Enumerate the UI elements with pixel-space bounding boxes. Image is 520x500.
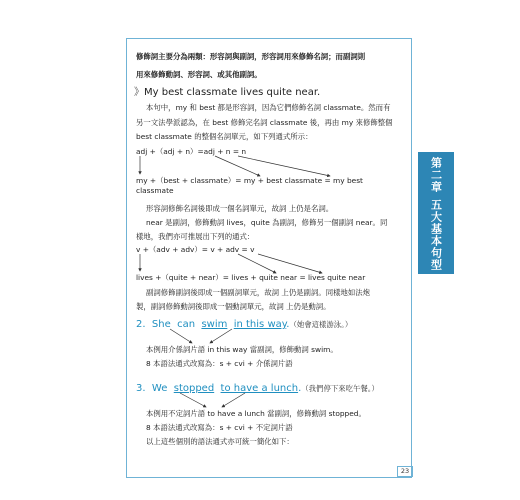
chapter-side-tab [418, 152, 454, 274]
ex1-para-5: near 是副詞，修飾動詞 lives，quite 為副詞，修飾另一個副詞 near。同 [146, 218, 388, 227]
word-stopped: stopped [173, 383, 215, 394]
word-she: She [151, 319, 171, 330]
ex1-para-4: 形容詞修飾名詞後即成一個名詞單元，故詞 上仍是名詞。 [146, 204, 334, 213]
page-number: 23 [397, 466, 413, 477]
word-can: can [177, 319, 196, 330]
period: . [298, 383, 302, 394]
ex1-para-8: 製，副詞修飾動詞後即成一個動詞單元，故詞 上仍是動詞。 [136, 302, 331, 311]
arrow-to-have-a-lunch [222, 393, 245, 407]
arrow-stopped [180, 393, 206, 407]
example-2-number: 2. [136, 319, 146, 330]
example-3-gloss: （我們停下來吃午餐。） [301, 384, 379, 393]
ex1-para-7: 副詞修飾副詞後即成一個副詞單元，故詞 上仍是副詞。同樣地如法炮 [146, 288, 371, 297]
formula-my-best-classmate: my +（best + classmate）= my + best classmate = my best [136, 176, 363, 185]
phrase-in-this-way: in this way [233, 319, 287, 330]
arrow-adv-to-quite-near [238, 254, 276, 273]
intro-line-2: 用來修飾動詞、形容詞、或其他副詞。 [136, 70, 262, 79]
chapter-title: 五大基本句型 [429, 199, 443, 271]
ex3-para-3: 以上這些個別的語法通式亦可統一簡化如下： [146, 437, 294, 446]
arrow-n-to-my-best [238, 156, 330, 176]
formula-lives-quite-near: lives +（quite + near）= lives + quite near = lives quite near [136, 273, 366, 282]
period: . [286, 319, 290, 330]
example-3-number: 3. [136, 383, 146, 394]
example-1-heading: 》My best classmate lives quite near. [134, 87, 321, 98]
ex2-para-2: 8 本語法通式改寫為：s + cvi + 介係詞片語 [146, 359, 293, 368]
arrow-in-this-way [210, 329, 232, 343]
ex3-para-2: 8 本語法通式改寫為：s + cvi + 不定詞片語 [146, 423, 293, 432]
ex3-para-1: 本例用不定詞片語 to have a lunch 當副詞，修飾動詞 stopped。 [146, 409, 366, 418]
intro-line-1: 修飾詞主要分為兩類：形容詞與副詞，形容詞用來修飾名詞；而副詞則 [136, 52, 366, 61]
formula-adv: v +（adv + adv）= v + adv = v [136, 245, 255, 254]
word-we: We [151, 383, 168, 394]
formula-adj: adj +（adj + n）=adj + n = n [136, 147, 247, 156]
ex1-para-2: 另一文法學派認為，在 best 修飾完名詞 classmate 後，再由 my 來修飾整個 [136, 118, 393, 127]
ex1-para-1: 本句中，my 和 best 都是形容詞，因為它們修飾名詞 classmate。然而有 [146, 103, 391, 112]
chapter-label: 第二章 [429, 157, 443, 193]
arrow-swim [170, 329, 192, 343]
ex2-para-1: 本例用介係詞片語 in this way 當副詞，修飾動詞 swim。 [146, 345, 338, 354]
arrow-v-to-lives-quite-near [258, 254, 322, 273]
formula-my-best-classmate-cont: classmate [136, 186, 174, 195]
ex1-para-6: 樣地，我們亦可推展出下列的通式： [136, 232, 255, 241]
example-2-gloss: （她會這樣游泳。） [289, 320, 353, 329]
word-swim: swim [201, 319, 228, 330]
phrase-to-have-a-lunch: to have a lunch [220, 383, 299, 394]
ex1-para-3: best classmate 的整個名詞單元，如下列通式所示： [136, 132, 313, 141]
